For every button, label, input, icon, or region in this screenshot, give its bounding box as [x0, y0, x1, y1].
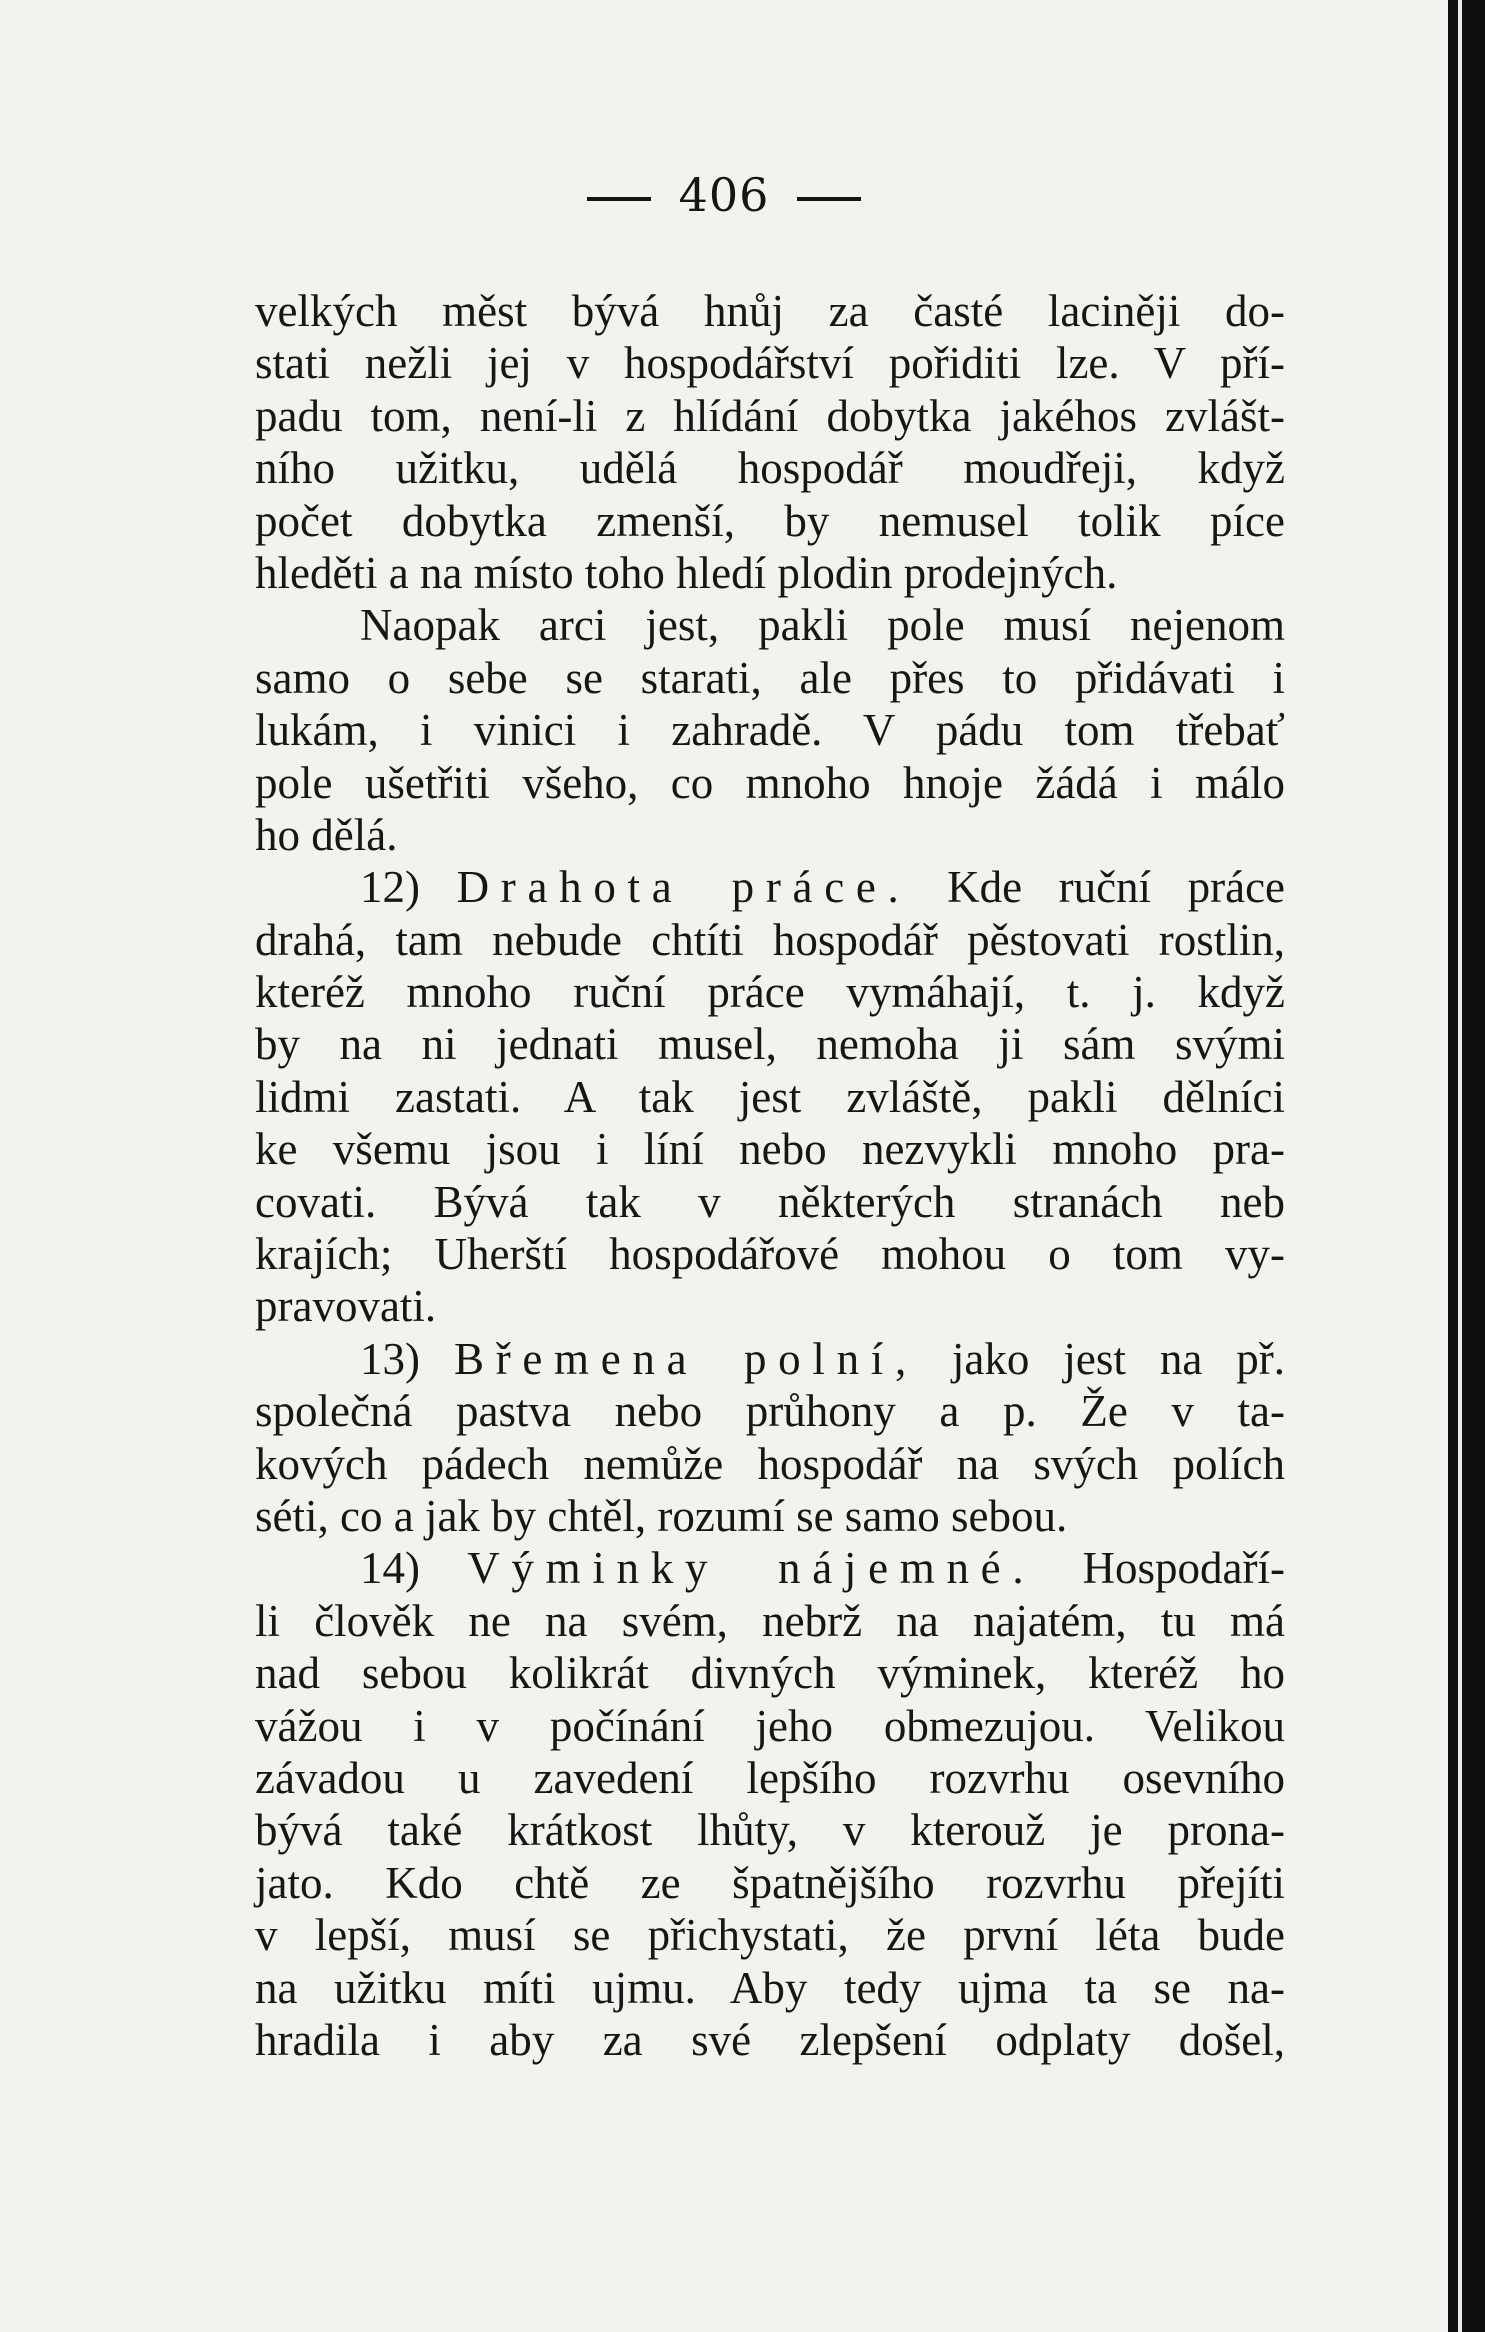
item-title: Výminky nájemné.: [467, 1543, 1036, 1594]
item-number: 12): [360, 862, 420, 913]
text-line: samo o sebe se starati, ale přes to přidávati i: [255, 652, 1285, 703]
item-number: 14): [360, 1543, 420, 1594]
page-header: [0, 168, 1448, 222]
item-14-line: [255, 1542, 1285, 1594]
text-line: kových pádech nemůže hospodář na svých polích: [255, 1438, 1285, 1489]
scan-edge-line: [1458, 0, 1462, 2332]
text-line: nad sebou kolikrát divných výminek, kteréž ho: [255, 1648, 1285, 1699]
text-line: séti, co a jak by chtěl, rozumí se samo sebou.: [255, 1490, 1068, 1541]
text-line: ního užitku, udělá hospodář moudřeji, když: [255, 443, 1285, 494]
text-line: lidmi zastati. A tak jest zvláště, pakli dělníci: [255, 1071, 1285, 1122]
text-line: kteréž mnoho ruční práce vymáhají, t. j. když: [255, 967, 1285, 1018]
item-12-line: [255, 861, 1285, 913]
text-line: Naopak arci jest, pakli pole musí nejenom: [360, 600, 1285, 651]
text-line: covati. Bývá tak v některých stranách neb: [255, 1176, 1285, 1227]
text-line: závadou u zavedení lepšího rozvrhu osevního: [255, 1752, 1285, 1803]
text-line: v lepší, musí se přichystati, že první léta bude: [255, 1910, 1285, 1961]
text-line: ho dělá.: [255, 809, 398, 860]
text-line: padu tom, není-li z hlídání dobytka jakéhos zvlášt-: [255, 390, 1285, 441]
text-line: bývá také krátkost lhůty, v kterouž je prona-: [255, 1805, 1285, 1856]
header-dash-left: [587, 197, 651, 201]
text-line: jako jest na př.: [951, 1333, 1286, 1384]
text-line: vážou i v počínání jeho obmezujou. Velikou: [255, 1700, 1285, 1751]
text-line: velkých měst bývá hnůj za časté laciněji do-: [255, 286, 1285, 336]
text-line: by na ni jednati musel, nemoha ji sám svými: [255, 1019, 1285, 1070]
body-text: [255, 285, 1285, 2066]
text-line: na užitku míti ujmu. Aby tedy ujma ta se na-: [255, 1962, 1285, 2013]
text-line: krajích; Uherští hospodářové mohou o tom vy-: [255, 1229, 1285, 1280]
text-line: jato. Kdo chtě ze špatnějšího rozvrhu přejíti: [255, 1857, 1285, 1908]
item-number: 13): [360, 1333, 420, 1384]
page-number: 406: [678, 168, 770, 222]
item-title: Břemena polní,: [453, 1333, 918, 1384]
text-line: počet dobytka zmenší, by nemusel tolik píce: [255, 495, 1285, 546]
text-line: li člověk ne na svém, nebrž na najatém, tu má: [255, 1595, 1285, 1646]
text-line: Kde ruční práce: [947, 862, 1286, 913]
text-line: pravovati.: [255, 1281, 437, 1332]
text-line: lukám, i vinici i zahradě. V pádu tom třebať: [255, 705, 1285, 756]
scan-edge: [1448, 0, 1485, 2332]
text-line: společná pastva nebo průhony a p. Že v ta-: [255, 1386, 1285, 1437]
text-line: stati nežli jej v hospodářství pořiditi lze. V pří-: [255, 338, 1285, 389]
header-dash-right: [797, 197, 861, 201]
text-line: drahá, tam nebude chtíti hospodář pěstovati rostlin,: [255, 914, 1285, 965]
text-line: ke všemu jsou i líní nebo nezvykli mnoho pra-: [255, 1124, 1285, 1175]
item-13-line: [255, 1333, 1285, 1385]
text-line: pole ušetřiti všeho, co mnoho hnoje žádá i málo: [255, 757, 1285, 808]
text-line: hradila i aby za své zlepšení odplaty došel,: [255, 2014, 1285, 2065]
text-line: Hospodaří-: [1082, 1543, 1285, 1594]
text-line: hleděti a na místo toho hledí plodin prodejných.: [255, 547, 1118, 598]
item-title: Drahota práce.: [456, 862, 911, 913]
